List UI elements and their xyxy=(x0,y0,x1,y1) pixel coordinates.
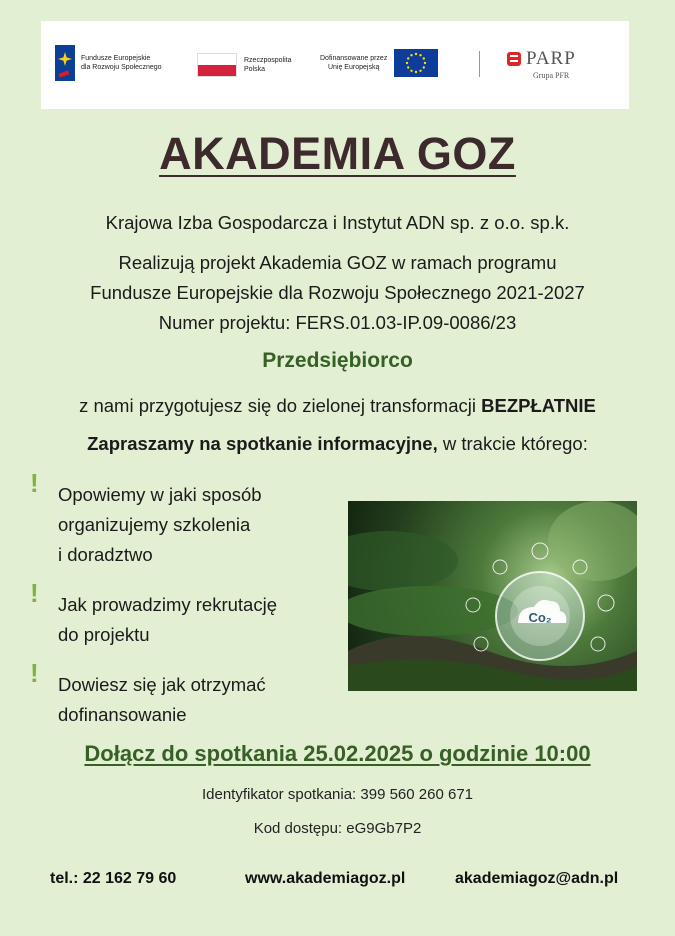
parp-logo xyxy=(507,48,576,80)
intro-line-3: Fundusze Europejskie dla Rozwoju Społecznego 2021-2027 xyxy=(90,282,585,303)
co2-nature-image xyxy=(348,501,637,691)
parp-mark-icon xyxy=(507,52,521,66)
list-item-text: Opowiemy w jaki sposób organizujemy szkolenia i doradztwo xyxy=(58,484,262,565)
poland-flag-icon xyxy=(197,53,237,77)
exclamation-icon: ! xyxy=(30,658,39,688)
greeting: Przedsiębiorco xyxy=(262,349,413,372)
invite-line xyxy=(0,433,675,455)
invite-text: w trakcie którego: xyxy=(437,433,588,454)
footer-email-link[interactable]: akademiagoz@adn.pl xyxy=(455,870,619,887)
intro-line-2: Realizują projekt Akademia GOZ w ramach programu xyxy=(118,252,557,273)
meeting-id: Identyfikator spotkania: 399 560 260 671 xyxy=(201,786,474,803)
fe-logo-line1: Fundusze Europejskie xyxy=(81,55,151,62)
parp-subtitle: Grupa PFR xyxy=(533,71,570,80)
fe-logo xyxy=(55,45,162,81)
fe-flag-icon xyxy=(55,45,75,81)
transformation-text: z nami przygotujesz się do zielonej transformacji xyxy=(79,395,482,416)
ue-logo xyxy=(320,49,438,77)
fe-logo-line2: dla Rozwoju Społecznego xyxy=(81,64,162,71)
list-item-text: Jak prowadzimy rekrutację do projektu xyxy=(58,594,277,645)
logo-bar xyxy=(41,21,629,109)
parp-name: PARP xyxy=(526,48,576,69)
pl-logo xyxy=(197,53,291,77)
exclamation-icon: ! xyxy=(30,578,39,608)
pl-logo-line1: Rzeczpospolita xyxy=(244,57,292,64)
intro-line-4: Numer projektu: FERS.01.03-IP.09-0086/23 xyxy=(158,312,517,333)
eu-flag-icon xyxy=(394,49,438,77)
logo-separator xyxy=(479,51,480,77)
invite-bold: Zapraszamy na spotkanie informacyjne, xyxy=(87,433,438,454)
co2-label: Co₂ xyxy=(528,610,552,625)
page-title: AKADEMIA GOZ xyxy=(159,128,516,179)
intro-line-1: Krajowa Izba Gospodarcza i Instytut ADN sp. z o.o. sp.k. xyxy=(105,212,570,233)
list-item-text: Dowiesz się jak otrzymać dofinansowanie xyxy=(58,674,266,725)
footer-website-link[interactable]: www.akademiagoz.pl xyxy=(245,870,406,887)
meeting-access-code: Kod dostępu: eG9Gb7P2 xyxy=(253,820,422,837)
transformation-line xyxy=(0,395,675,417)
footer-phone: tel.: 22 162 79 60 xyxy=(50,870,177,887)
exclamation-icon: ! xyxy=(30,468,39,498)
pl-logo-line2: Polska xyxy=(244,66,266,73)
page-title-wrap xyxy=(0,128,675,180)
ue-logo-line2: Unię Europejską xyxy=(327,64,380,71)
meeting-call-to-action: Dołącz do spotkania 25.02.2025 o godzinie 10:00 xyxy=(84,741,591,766)
transformation-emphasis: BEZPŁATNIE xyxy=(481,395,596,416)
ue-logo-line1: Dofinansowane przez xyxy=(320,55,388,62)
